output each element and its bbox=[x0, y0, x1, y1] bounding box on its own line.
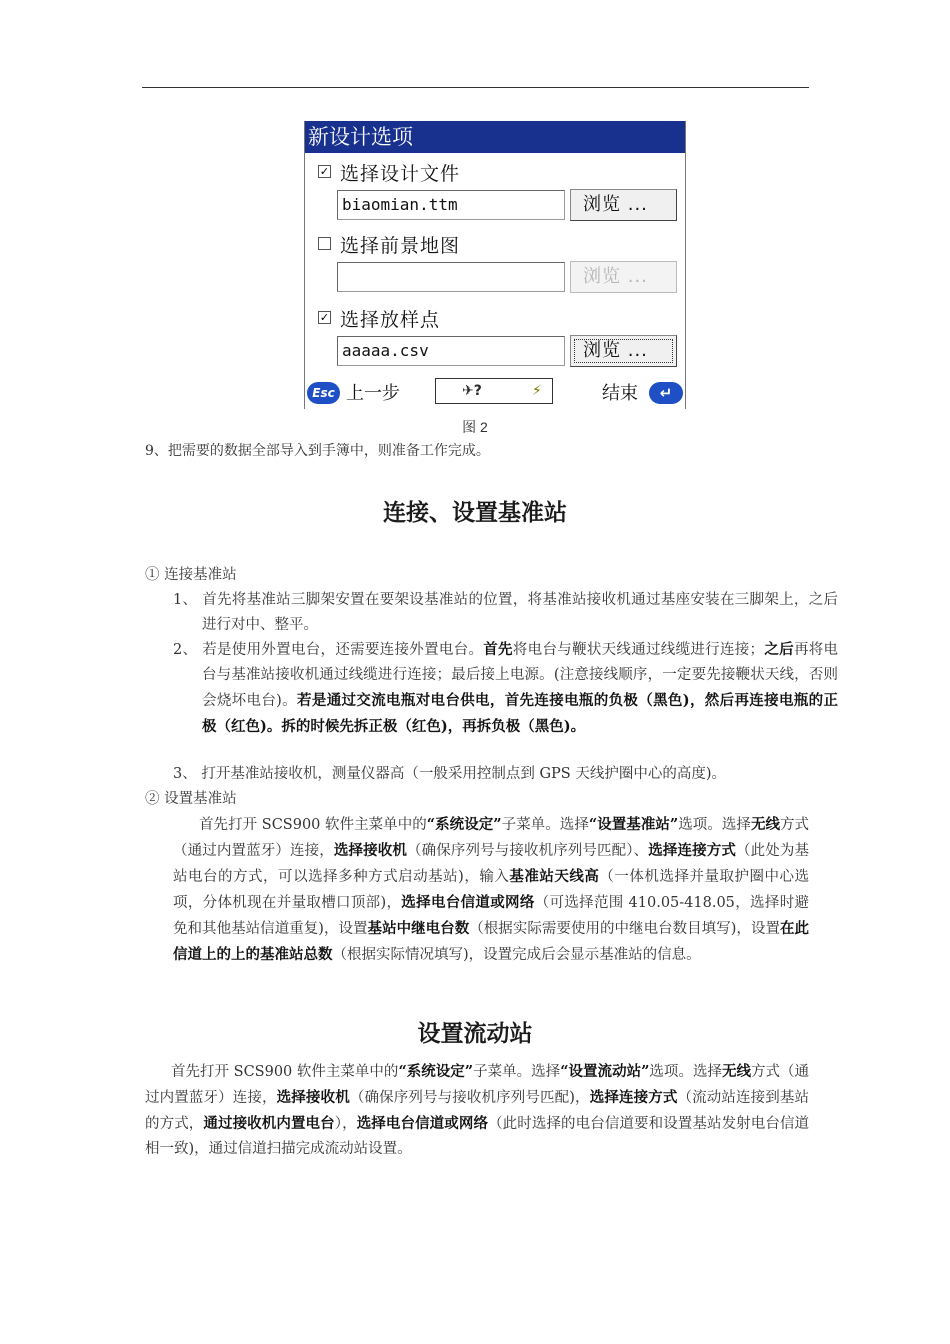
foreground-map-label: 选择前景地图 bbox=[340, 235, 461, 257]
foreground-map-field[interactable] bbox=[337, 262, 565, 292]
list-item-3: 3、 打开基准站接收机，测量仪器高（一般采用控制点到 GPS 天线护圈中心的高度)。 bbox=[173, 766, 726, 782]
finish-button[interactable]: 结束 bbox=[602, 383, 638, 404]
q-h: 选择接收机 bbox=[276, 1089, 350, 1106]
q-f: 无线 bbox=[721, 1063, 751, 1080]
q-i: （确保序列号与接收机序列号匹配)， bbox=[349, 1090, 590, 1106]
p-i: （确保序列号与接收机序列号匹配）、 bbox=[406, 843, 649, 859]
dialog-title: 新设计选项 bbox=[305, 121, 685, 153]
foreground-map-browse-button[interactable]: 浏览 ... bbox=[570, 261, 677, 293]
p-s: （根据实际情况填写)，设置完成后会显示基准站的信息。 bbox=[332, 947, 701, 963]
p-f: 无线 bbox=[750, 816, 781, 833]
list-item-2 bbox=[173, 637, 838, 740]
q-c: 子菜单。选择 bbox=[473, 1064, 561, 1080]
p-h: 选择接收机 bbox=[333, 842, 407, 859]
item2-bold-then: 之后 bbox=[764, 641, 794, 658]
stakeout-points-field[interactable]: aaaaa.csv bbox=[337, 336, 565, 366]
p-p: 基站中继电台数 bbox=[367, 920, 470, 937]
p-c: 子菜单。选择 bbox=[501, 817, 589, 833]
device-screenshot bbox=[304, 121, 686, 409]
p-r: 在此信道上的上的基准站总数 bbox=[173, 920, 810, 963]
q-d: “设置流动站” bbox=[560, 1063, 650, 1080]
design-file-field[interactable]: biaomian.ttm bbox=[337, 190, 565, 220]
device-bottom-bar bbox=[305, 374, 685, 409]
back-button[interactable]: 上一步 bbox=[346, 383, 400, 404]
item2-text-c: 将电台与鞭状天线通过线缆进行连接； bbox=[512, 642, 765, 658]
p-n: 选择电台信道或网络 bbox=[401, 894, 535, 911]
section-heading-rover: 设置流动站 bbox=[417, 1020, 533, 1047]
enter-key-icon[interactable]: ↵ bbox=[649, 382, 683, 404]
design-file-label: 选择设计文件 bbox=[340, 163, 461, 185]
stakeout-browse-label: 浏览 ... bbox=[583, 340, 648, 361]
p-d: “设置基准站” bbox=[588, 816, 679, 833]
stakeout-points-label: 选择放样点 bbox=[340, 309, 441, 331]
item2-bold-first: 首先 bbox=[483, 641, 513, 658]
list-item-1: 1、 首先将基准站三脚架安置在要架设基准站的位置，将基准站接收机通过基座安装在三脚架上，之后进行对中、整平。 bbox=[173, 592, 838, 633]
q-g: 方式（通过内置蓝牙）连接， bbox=[145, 1064, 810, 1106]
subheading-setup-base: ② 设置基准站 bbox=[145, 791, 237, 807]
foreground-map-checkbox[interactable] bbox=[318, 237, 331, 250]
q-o: （此时选择的电台信道要和设置基站发射电台信道相一致)，通过信道扫描完成流动站设置。 bbox=[145, 1116, 810, 1157]
q-e: 选项。选择 bbox=[649, 1064, 722, 1080]
step-9-text: 9、把需要的数据全部导入到手簿中，则准备工作完成。 bbox=[145, 443, 490, 459]
satellite-status-icon: ✈? bbox=[462, 383, 482, 399]
q-k: （流动站连接到基站的方式， bbox=[145, 1090, 810, 1132]
q-l: 通过接收机内置电台 bbox=[203, 1115, 335, 1132]
setup-base-paragraph bbox=[173, 812, 809, 968]
p-o: （可选择范围 410.05-418.05，选择时避免和其他基站信道重复)，设置 bbox=[173, 895, 810, 937]
q-a: 首先打开 SCS900 软件主菜单中的 bbox=[171, 1064, 399, 1080]
q-n: 选择电台信道或网络 bbox=[356, 1115, 489, 1132]
esc-key-icon[interactable]: Esc bbox=[307, 382, 340, 404]
item2-text-a: 2、 若是使用外置电台，还需要连接外置电台。 bbox=[173, 642, 484, 658]
status-toolbar[interactable] bbox=[435, 378, 553, 404]
design-file-checkbox[interactable]: ✓ bbox=[319, 165, 330, 178]
p-q: （根据实际需要使用的中继电台数目填写)，设置 bbox=[469, 921, 780, 937]
p-m: （一体机选择并量取护圈中心选项，分体机现在并量取槽口顶部)， bbox=[173, 869, 810, 911]
p-g: 方式（通过内置蓝牙）连接， bbox=[173, 817, 810, 859]
q-b: “系统设定” bbox=[398, 1063, 474, 1080]
header-rule bbox=[142, 87, 809, 88]
stakeout-points-checkbox[interactable]: ✓ bbox=[319, 311, 330, 324]
design-file-browse-button[interactable]: 浏览 ... bbox=[570, 189, 677, 221]
stakeout-points-browse-button[interactable] bbox=[570, 335, 677, 367]
q-m: ）， bbox=[334, 1116, 357, 1132]
figure-caption: 图 2 bbox=[462, 419, 488, 435]
q-j: 选择连接方式 bbox=[589, 1089, 678, 1106]
p-k: （此处为基站电台的方式，可以选择多种方式启动基站)，输入 bbox=[173, 843, 810, 885]
power-plug-icon: ⚡ bbox=[532, 383, 542, 399]
p-l: 基准站天线高 bbox=[509, 868, 600, 885]
p-b: “系统设定” bbox=[426, 816, 502, 833]
section-heading-base-station: 连接、设置基准站 bbox=[383, 499, 567, 526]
satellite-status-text: ? bbox=[473, 383, 482, 399]
item2-bold-battery: 若是通过交流电瓶对电台供电，首先连接电瓶的负极（黑色)，然后再连接电瓶的正极（红色)。拆的时候先拆正极（红色)，再拆负极（黑色)。 bbox=[202, 692, 838, 735]
item2-text-e: 再将电台与基准站接收机通过线缆进行连接；最后接上电源。(注意接线顺序，一定要先接鞭状天线，否则会烧坏电台)。 bbox=[202, 642, 839, 709]
p-e: 选项。选择 bbox=[678, 817, 751, 833]
p-a: 首先打开 SCS900 软件主菜单中的 bbox=[199, 817, 427, 833]
p-j: 选择连接方式 bbox=[648, 842, 737, 859]
subheading-connect-base: ① 连接基准站 bbox=[145, 567, 237, 583]
rover-paragraph bbox=[145, 1059, 809, 1162]
